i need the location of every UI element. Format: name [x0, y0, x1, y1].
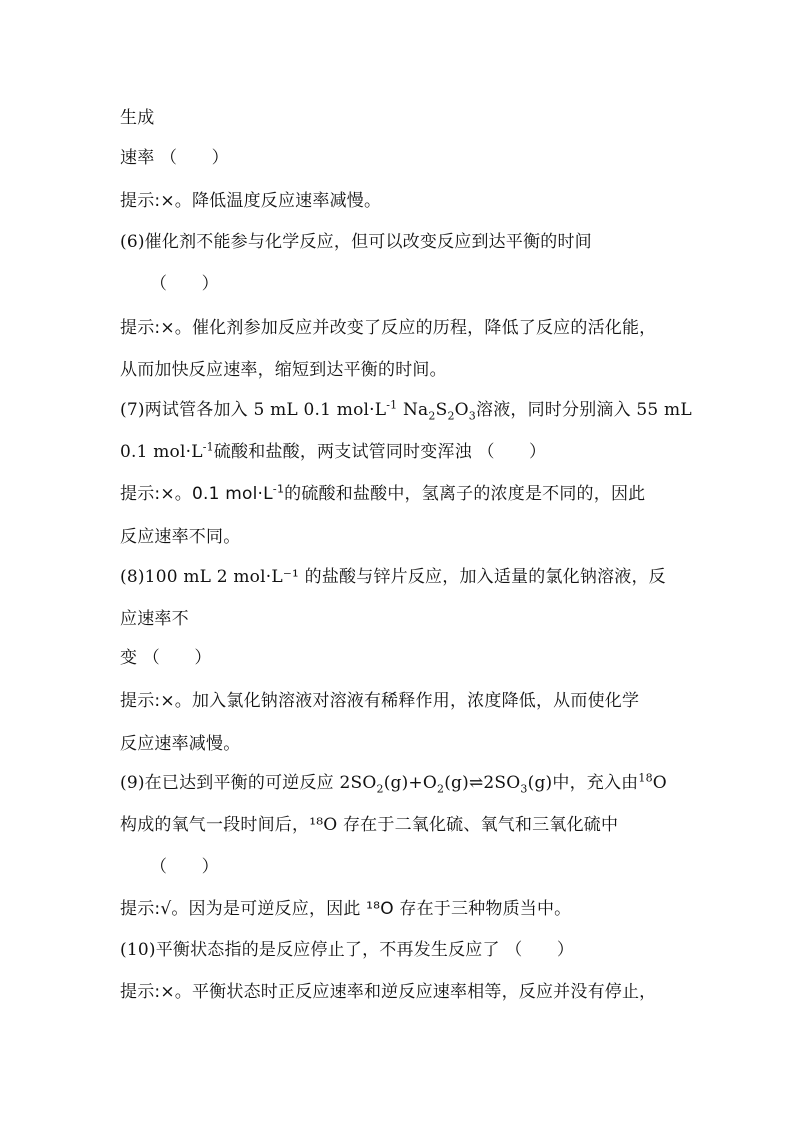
question-8: (8)100 mL 2 mol·L⁻¹ 的盐酸与锌片反应，加入适量的氯化钠溶液，反 — [120, 567, 666, 587]
hint-line: 反应速率减慢。 — [120, 734, 241, 754]
question-7-line-2 — [120, 441, 546, 463]
q9-superscript: 18 — [638, 771, 653, 785]
q7-text: Na — [397, 400, 429, 420]
q9-subscript: 2 — [437, 782, 445, 796]
text-line: 生成 — [120, 108, 155, 128]
q7-text: S — [435, 400, 448, 420]
question-8-line-3: 变 （ ） — [120, 648, 212, 668]
q9-text: (g)+O — [383, 773, 438, 793]
question-10: (10)平衡状态指的是反应停止了，不再发生反应了 （ ） — [120, 940, 575, 960]
q9-text: (g)⇌2SO — [444, 773, 521, 793]
q7-subscript: 2 — [428, 409, 436, 423]
q7-subscript: 3 — [468, 409, 476, 423]
answer-blank: （ ） — [150, 274, 219, 294]
q9-text: O — [652, 773, 667, 793]
q7-text: O — [454, 400, 469, 420]
hint-line: 提示:×。降低温度反应速率减慢。 — [120, 191, 382, 211]
hint-line: 提示:×。催化剂参加反应并改变了反应的历程，降低了反应的活化能， — [120, 318, 657, 338]
hint-line: 提示:×。加入氯化钠溶液对溶液有稀释作用，浓度降低，从而使化学 — [120, 691, 640, 711]
answer-blank: （ ） — [150, 857, 219, 877]
hint-line: 反应速率不同。 — [120, 527, 241, 547]
q9-subscript: 2 — [376, 782, 384, 796]
q9-text: (g)中，充入由 — [527, 773, 639, 793]
q9-subscript: 3 — [520, 782, 528, 796]
q7-text: (7)两试管各加入 5 mL 0.1 mol·L — [120, 400, 387, 420]
question-9-line-2: 构成的氧气一段时间后，¹⁸O 存在于二氧化硫、氧气和三氧化硫中 — [120, 815, 619, 835]
q7-text: 溶液，同时分别滴入 55 mL — [476, 400, 692, 420]
hint-line: 提示:√。因为是可逆反应，因此 ¹⁸O 存在于三种物质当中。 — [120, 899, 572, 919]
q7-subscript: 2 — [447, 409, 455, 423]
hint-line — [120, 483, 645, 505]
question-8-line-2: 应速率不 — [120, 609, 189, 629]
hint-line: 从而加快反应速率，缩短到达平衡的时间。 — [120, 360, 447, 380]
q7-text: 硫酸和盐酸，两支试管同时变浑浊 （ ） — [213, 442, 547, 462]
q7-superscript: -1 — [386, 398, 398, 412]
q7-text: 0.1 mol·L — [120, 442, 203, 462]
q9-text: (9)在已达到平衡的可逆反应 2SO — [120, 773, 377, 793]
question-6: (6)催化剂不能参与化学反应，但可以改变反应到达平衡的时间 — [120, 232, 592, 252]
q7-superscript: -1 — [202, 440, 214, 454]
question-blank-line: 速率 （ ） — [120, 148, 229, 168]
hint-line: 提示:×。平衡状态时正反应速率和逆反应速率相等，反应并没有停止， — [120, 982, 657, 1002]
question-7-line-1 — [120, 399, 692, 421]
hint-text: 提示:×。0.1 mol·L — [120, 484, 273, 504]
hint-text: 的硫酸和盐酸中，氢离子的浓度是不同的，因此 — [284, 484, 646, 504]
question-9-line-1 — [120, 772, 667, 794]
hint-superscript: -1 — [272, 482, 285, 496]
